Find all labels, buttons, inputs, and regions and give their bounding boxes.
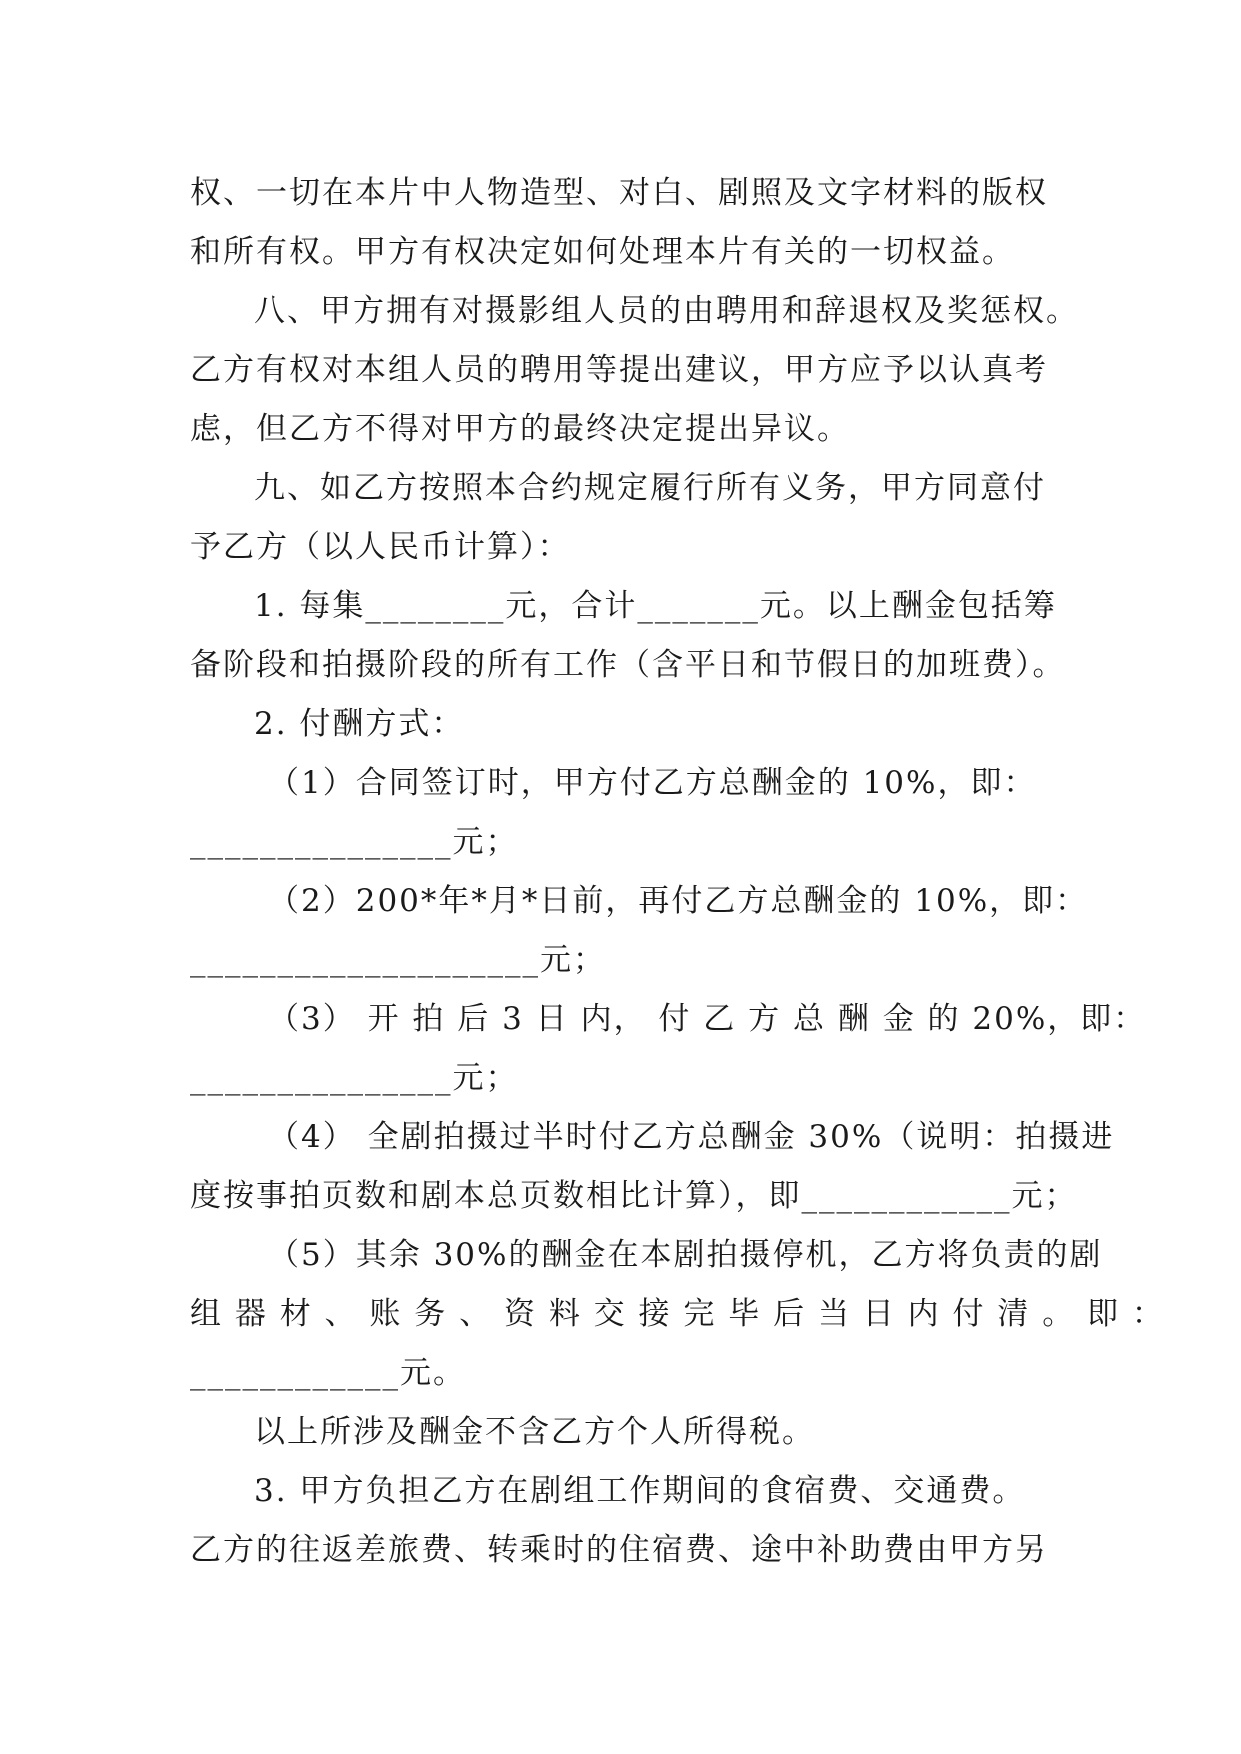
text-line: 组 器 材 、 账 务 、 资 料 交 接 完 毕 后 当 日 内 付 清 。 即 ：	[190, 1296, 1165, 1332]
item-2-line: 2. 付酬方式：	[254, 706, 465, 742]
text-line: 乙方有权对本组人员的聘用等提出建议，甲方应予以认真考	[190, 352, 1048, 388]
text-line: 和所有权。甲方有权决定如何处理本片有关的一切权益。	[190, 234, 1015, 270]
payment-1-line: （1）合同签订时，甲方付乙方总酬金的 10%，即：	[268, 765, 1037, 801]
text-line: 权、一切在本片中人物造型、对白、剧照及文字材料的版权	[190, 175, 1048, 211]
blank-amount-line: ____________________元；	[190, 942, 606, 978]
text-line: 度按事拍页数和剧本总页数相比计算），即____________元；	[190, 1178, 1078, 1214]
item-1-line: 1. 每集________元，合计_______元。以上酬金包括筹	[254, 588, 1057, 624]
blank-amount-line: _______________元；	[190, 1060, 519, 1096]
payment-5-line: （5）其余 30%的酬金在本剧拍摄停机，乙方将负责的剧	[268, 1237, 1103, 1273]
clause-8-line: 八、甲方拥有对摄影组人员的由聘用和辞退权及奖惩权。	[254, 293, 1079, 329]
clause-9-line: 九、如乙方按照本合约规定履行所有义务，甲方同意付	[254, 470, 1046, 506]
payment-2-line: （2）200*年*月*日前，再付乙方总酬金的 10%，即：	[268, 883, 1089, 919]
text-line: 虑，但乙方不得对甲方的最终决定提出异议。	[190, 411, 850, 447]
text-line: 乙方的往返差旅费、转乘时的住宿费、途中补助费由甲方另	[190, 1532, 1048, 1568]
payment-4-line: （4） 全剧拍摄过半时付乙方总酬金 30%（说明：拍摄进	[268, 1119, 1115, 1155]
payment-3-line: （3） 开 拍 后 3 日 内， 付 乙 方 总 酬 金 的 20%，即：	[268, 1001, 1147, 1037]
text-line: 予乙方（以人民币计算）：	[190, 529, 571, 565]
text-line: 备阶段和拍摄阶段的所有工作（含平日和节假日的加班费）。	[190, 647, 1066, 683]
contract-body	[190, 164, 1165, 1580]
item-3-line: 3. 甲方负担乙方在剧组工作期间的食宿费、交通费。	[254, 1473, 1026, 1509]
blank-amount-line: ____________元。	[190, 1355, 466, 1391]
tax-note-line: 以上所涉及酬金不含乙方个人所得税。	[254, 1414, 815, 1450]
blank-amount-line: _______________元；	[190, 824, 519, 860]
